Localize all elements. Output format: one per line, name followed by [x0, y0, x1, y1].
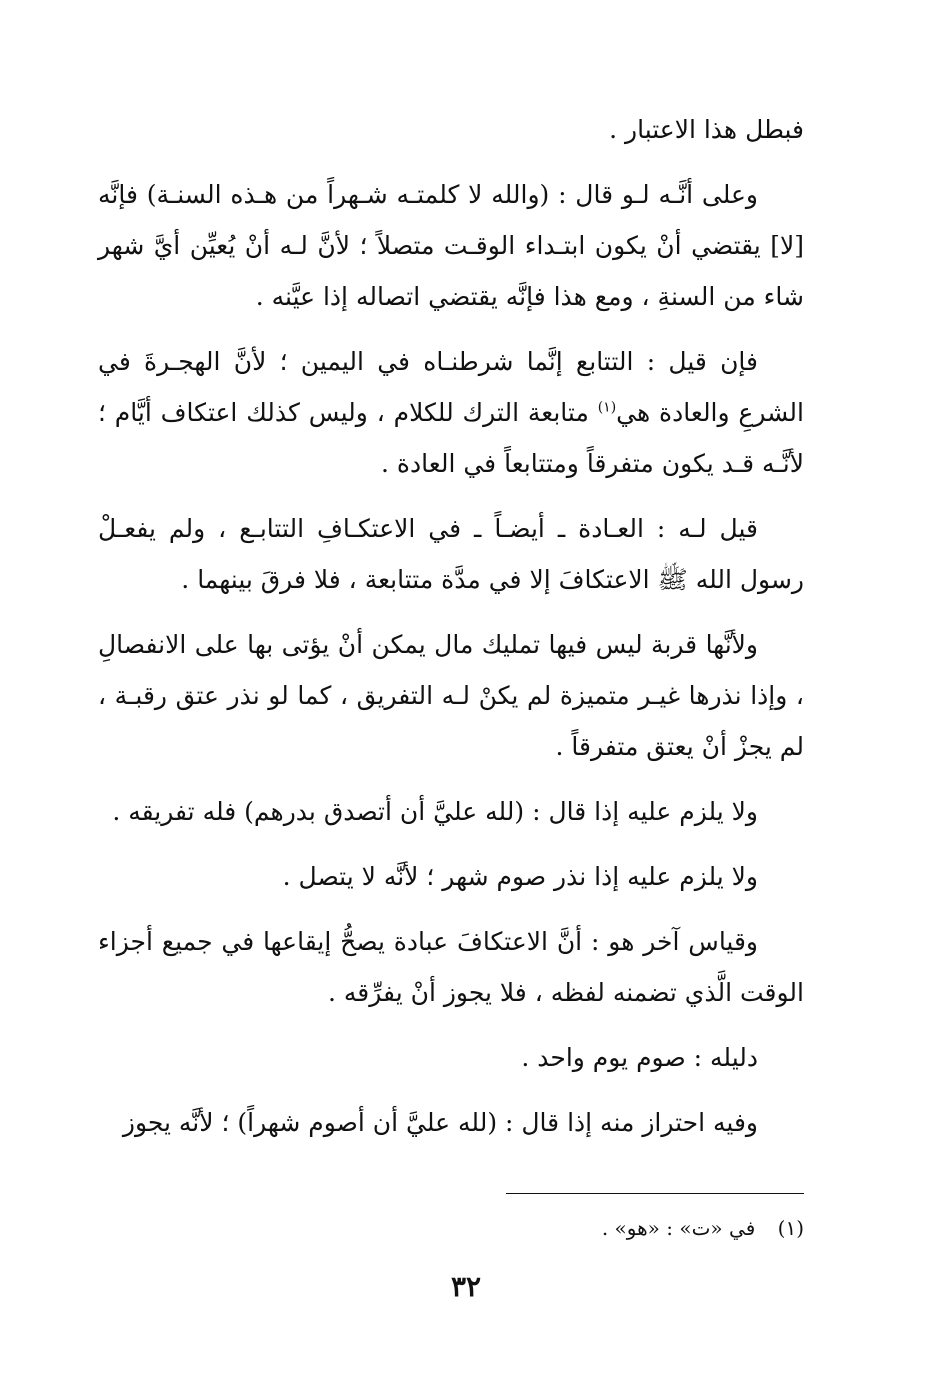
paragraph-8: وقياس آخر هو : أنَّ الاعتكافَ عبادة يصحُّ إيقاعها في جميع أجزاء الوقت الَّذي تضمنه لفظه ، فلا يجوز أنْ يفرِّقه . [98, 927, 804, 1007]
footnote-text: في «ت» : «هو» . [601, 1216, 756, 1240]
paragraph-4: قيل لـه : العـادة ـ أيضـاً ـ في الاعتكـافِ التتابـع ، ولم يفعـلْ رسول الله ﷺ الاعتكافَ إلا في مدَّة متتابعة ، فلا فرقَ بينهما . [98, 514, 804, 594]
paragraph-1: فبطل هذا الاعتبار . [609, 115, 804, 144]
page-number: ٣٢ [450, 1270, 482, 1303]
main-text [98, 104, 804, 1162]
paragraph-7: ولا يلزم عليه إذا نذر صوم شهر ؛ لأنَّه لا يتصل . [282, 862, 758, 891]
paragraph-2: وعلى أنَّـه لـو قال : (والله لا كلمتـه شـهراً من هـذه السنـة) فإنَّه [لا] يقتضي أنْ يكون ابتـداء الوقـت متصلاً ؛ لأنَّ لـه أنْ يُعيِّن أيَّ شهر شاء من السنةِ ، ومع هذا فإنَّه يقتضي اتصاله إذا عيَّنه . [98, 180, 804, 311]
paragraph-10: وفيه احتراز منه إذا قال : (لله عليَّ أن أصوم شهراً) ؛ لأنَّه يجوز [122, 1108, 758, 1137]
footnote-divider [506, 1193, 804, 1194]
footnote-reference[interactable]: (١) [597, 399, 617, 416]
paragraph-3-end: متابعة الترك للكلام ، وليس كذلك اعتكاف أيَّام ؛ لأنَّـه قـد يكون متفرقاً ومتتابعاً في العادة . [98, 398, 804, 478]
paragraph-9: دليله : صوم يوم واحد . [521, 1043, 758, 1072]
footnote [98, 1213, 804, 1243]
paragraph-5: ولأنَّها قربة ليس فيها تمليك مال يمكن أنْ يؤتى بها على الانفصالِ ، وإذا نذرها غيـر متميزة لم يكنْ لـه التفريق ، كما لو نذر عتق رقبـة ، لم يجزْ أنْ يعتق متفرقاً . [98, 630, 804, 761]
paragraph-6: ولا يلزم عليه إذا قال : (لله عليَّ أن أتصدق بدرهم) فله تفريقه . [112, 797, 758, 826]
footnote-marker: (١) [777, 1216, 804, 1240]
paragraph-3 [98, 336, 804, 489]
paragraph-3-start: فإن قيل : التتابع إنَّما شرطنـاه في اليمين ؛ لأنَّ الهجـرةَ في الشرعِ والعادة هي [98, 347, 804, 427]
